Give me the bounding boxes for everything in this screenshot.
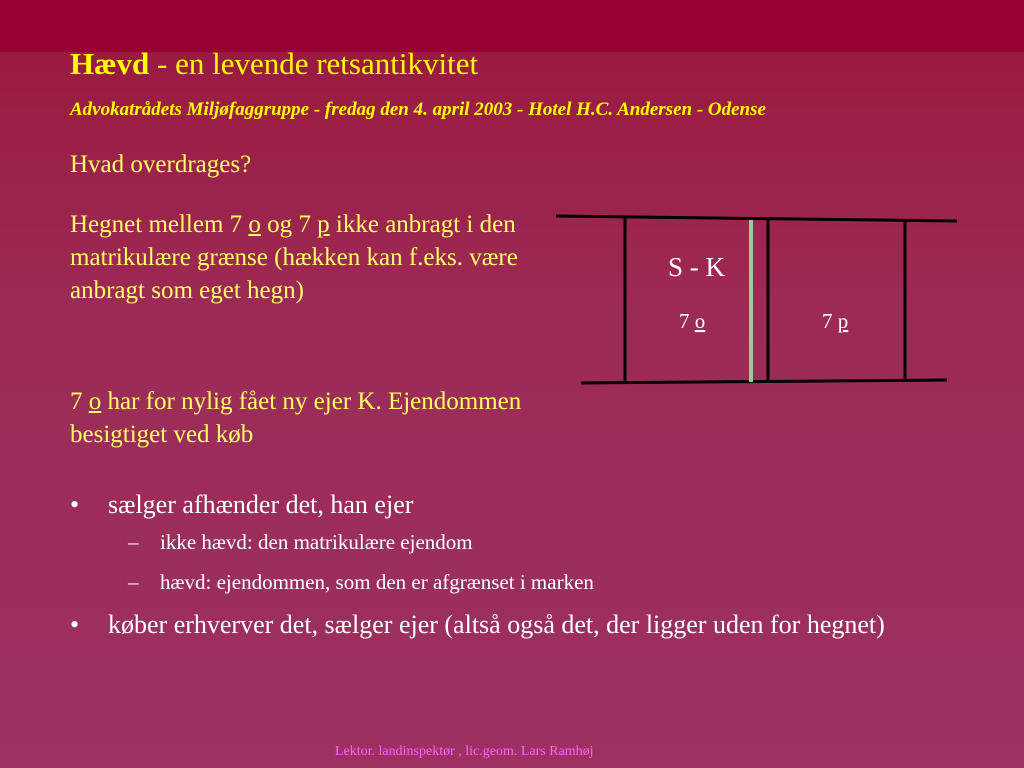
lot-right-label (822, 309, 848, 333)
para1-text-1: Hegnet mellem 7 (70, 211, 249, 238)
footer-credit: Lektor. landinspektør , lic.geom. Lars Ramhøj (335, 744, 594, 759)
lot-left-prefix: 7 (679, 309, 695, 333)
bullet-text: køber erhverver det, sælger ejer (altså også det, der ligger uden for hegnet) (108, 610, 885, 639)
para2-lot-o: o (88, 388, 102, 415)
bullet-mark: • (70, 610, 80, 639)
para1-text-3: ikke anbragt i den matrikulære grænse (hækken kan f.eks. være anbragt som eget hegn) (70, 211, 518, 304)
lot-left-label (679, 309, 705, 333)
lot-left-letter: o (694, 309, 706, 333)
lot-right-prefix: 7 (822, 309, 838, 333)
para2-text-1: 7 (70, 388, 89, 415)
dash-mark: – (128, 570, 139, 594)
para2-text-2: har for nylig fået ny ejer K. Ejendommen besigtiget ved køb (70, 388, 522, 448)
lot-right-letter: p (837, 309, 849, 333)
sk-label: S - K (668, 252, 726, 282)
boundary-line-top (556, 216, 957, 221)
title-rest: - en levende retsantikvitet (157, 46, 479, 81)
para1-lot-o: o (248, 211, 261, 238)
sub-bullet-text: hævd: ejendommen, som den er afgrænset i marken (160, 570, 594, 594)
slide-subtitle: Advokatrådets Miljøfaggruppe - fredag den 4. april 2003 - Hotel H.C. Andersen - Odense (70, 99, 766, 120)
bullet-mark: • (70, 490, 80, 519)
bullet-text: sælger afhænder det, han ejer (108, 490, 414, 519)
para1-text-2: og 7 (260, 211, 318, 238)
question-heading: Hvad overdrages? (70, 151, 252, 178)
sub-bullet-text: ikke hævd: den matrikulære ejendom (160, 530, 473, 554)
title-bold: Hævd (70, 46, 150, 81)
dash-mark: – (128, 530, 139, 554)
boundary-line-bottom (581, 380, 947, 383)
para1-lot-p: p (317, 211, 330, 238)
